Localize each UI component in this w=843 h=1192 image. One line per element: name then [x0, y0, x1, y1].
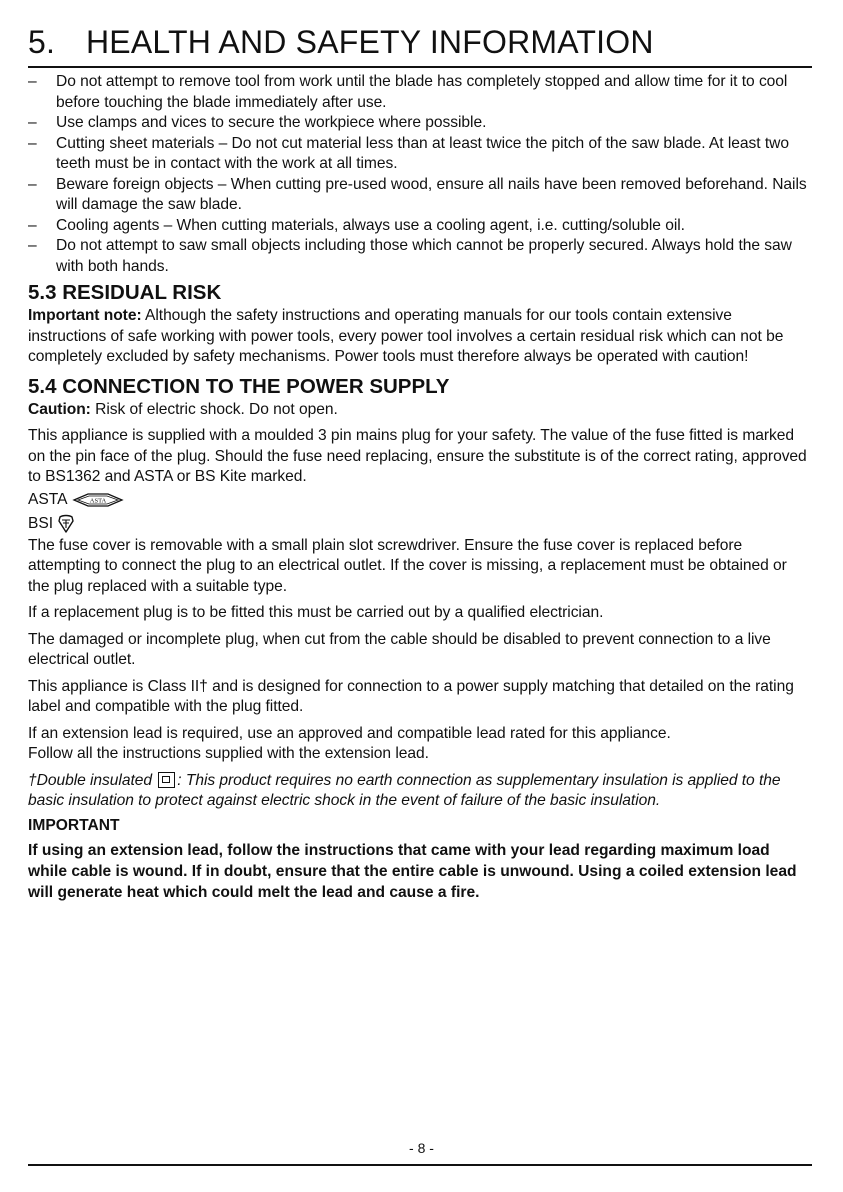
double-insulated-paragraph: †Double insulated : This product requires no earth connection as supplementary insulation is applied to the basic insulation to protect against electric shock in the event of failure of the basic insulation.: [28, 771, 781, 809]
bullet-dash: –: [28, 73, 37, 90]
important-note-label: Important note:: [28, 307, 142, 324]
page-number: - 8 -: [409, 1140, 434, 1156]
bullet-dash: –: [28, 134, 37, 152]
important-paragraph: If using an extension lead, follow the instructions that came with your lead regarding maximum load while cable is wound. If in doubt, ensure that the entire cable is unwound. Using a coiled extension lead will generate heat which could melt the lead and cause a fire.: [28, 842, 797, 901]
supply-paragraph: This appliance is supplied with a moulded 3 pin mains plug for your safety. The value of the fuse fitted is marked on the pin face of the plug. Should the fuse need replacing, ensure the substitute is of the correct rating, approved to BS1362 and ASTA or BS Kite marked.: [28, 427, 807, 485]
replacement-plug-paragraph: If a replacement plug is to be fitted this must be carried out by a qualified electrician.: [28, 604, 604, 621]
bullet-dash: –: [28, 216, 37, 234]
asta-mark-icon: [72, 492, 124, 508]
list-item: – Cutting sheet materials – Do not cut material less than at least twice the pitch of the saw blade. At least two teeth must be in contact with the work at all times.: [28, 134, 789, 172]
bsi-label: BSI: [28, 514, 54, 532]
bsi-row: [28, 512, 812, 536]
asta-row: [28, 488, 812, 512]
bsi-kitemark-icon: [57, 514, 75, 534]
footer-rule: [28, 1164, 812, 1166]
header-rule: [28, 66, 812, 68]
damaged-plug-paragraph: The damaged or incomplete plug, when cut from the cable should be disabled to prevent connection to a live electrical outlet.: [28, 630, 771, 668]
section-title: HEALTH AND SAFETY INFORMATION: [86, 24, 654, 60]
bullet-dash: –: [28, 175, 37, 193]
bullet-dash: –: [28, 237, 37, 254]
caution-label: Caution:: [28, 400, 91, 418]
list-item: – Cooling agents – When cutting materials, always use a cooling agent, i.e. cutting/soluble oil.: [28, 216, 812, 237]
safety-bullet-list: [28, 72, 812, 277]
important-heading: IMPORTANT: [28, 816, 120, 834]
page-title: [28, 24, 654, 61]
bullet-dash: –: [28, 114, 37, 131]
asta-mark-text: ASTA: [89, 497, 106, 504]
double-insulated-icon: [158, 772, 175, 788]
list-item: – Beware foreign objects – When cutting pre-used wood, ensure all nails have been removed beforehand. Nails will damage the saw blade.: [28, 175, 807, 213]
power-supply-heading: 5.4 CONNECTION TO THE POWER SUPPLY: [28, 374, 450, 398]
extension-paragraph-2: Follow all the instructions supplied with the extension lead.: [28, 745, 429, 762]
asta-label: ASTA: [28, 490, 68, 508]
page-content: [28, 72, 812, 903]
list-item: – Do not attempt to saw small objects including those which cannot be properly secured. Always hold the saw with both hands.: [28, 237, 792, 275]
fuse-cover-paragraph: The fuse cover is removable with a small plain slot screwdriver. Ensure the fuse cover is replaced before attempting to connect the plug to an electrical outlet. If the cover is missing, a replacement must be obtained or the plug replaced with a suitable type.: [28, 536, 787, 595]
residual-risk-paragraph: Important note: Although the safety instructions and operating manuals for our tools contain extensive instructions of safe working with power tools, every power tool involves a certain residual risk which can not be completely excluded by safety mechanisms. Power tools must therefore always be operated with caution!: [28, 307, 784, 365]
list-item: – Use clamps and vices to secure the workpiece where possible.: [28, 113, 812, 134]
class-ii-paragraph: This appliance is Class II† and is designed for connection to a power supply matching that detailed on the rating label and compatible with the plug fitted.: [28, 677, 794, 715]
extension-paragraph-1: If an extension lead is required, use an approved and compatible lead rated for this appliance.: [28, 724, 671, 742]
list-item: – Do not attempt to remove tool from work until the blade has completely stopped and allow time for it to cool before touching the blade immediately after use.: [28, 73, 788, 111]
section-number: 5.: [28, 24, 56, 60]
double-insulated-label: †Double insulated: [28, 771, 152, 789]
caution-paragraph: Caution: Risk of electric shock. Do not open.: [28, 400, 338, 418]
residual-risk-heading: 5.3 RESIDUAL RISK: [28, 281, 222, 304]
